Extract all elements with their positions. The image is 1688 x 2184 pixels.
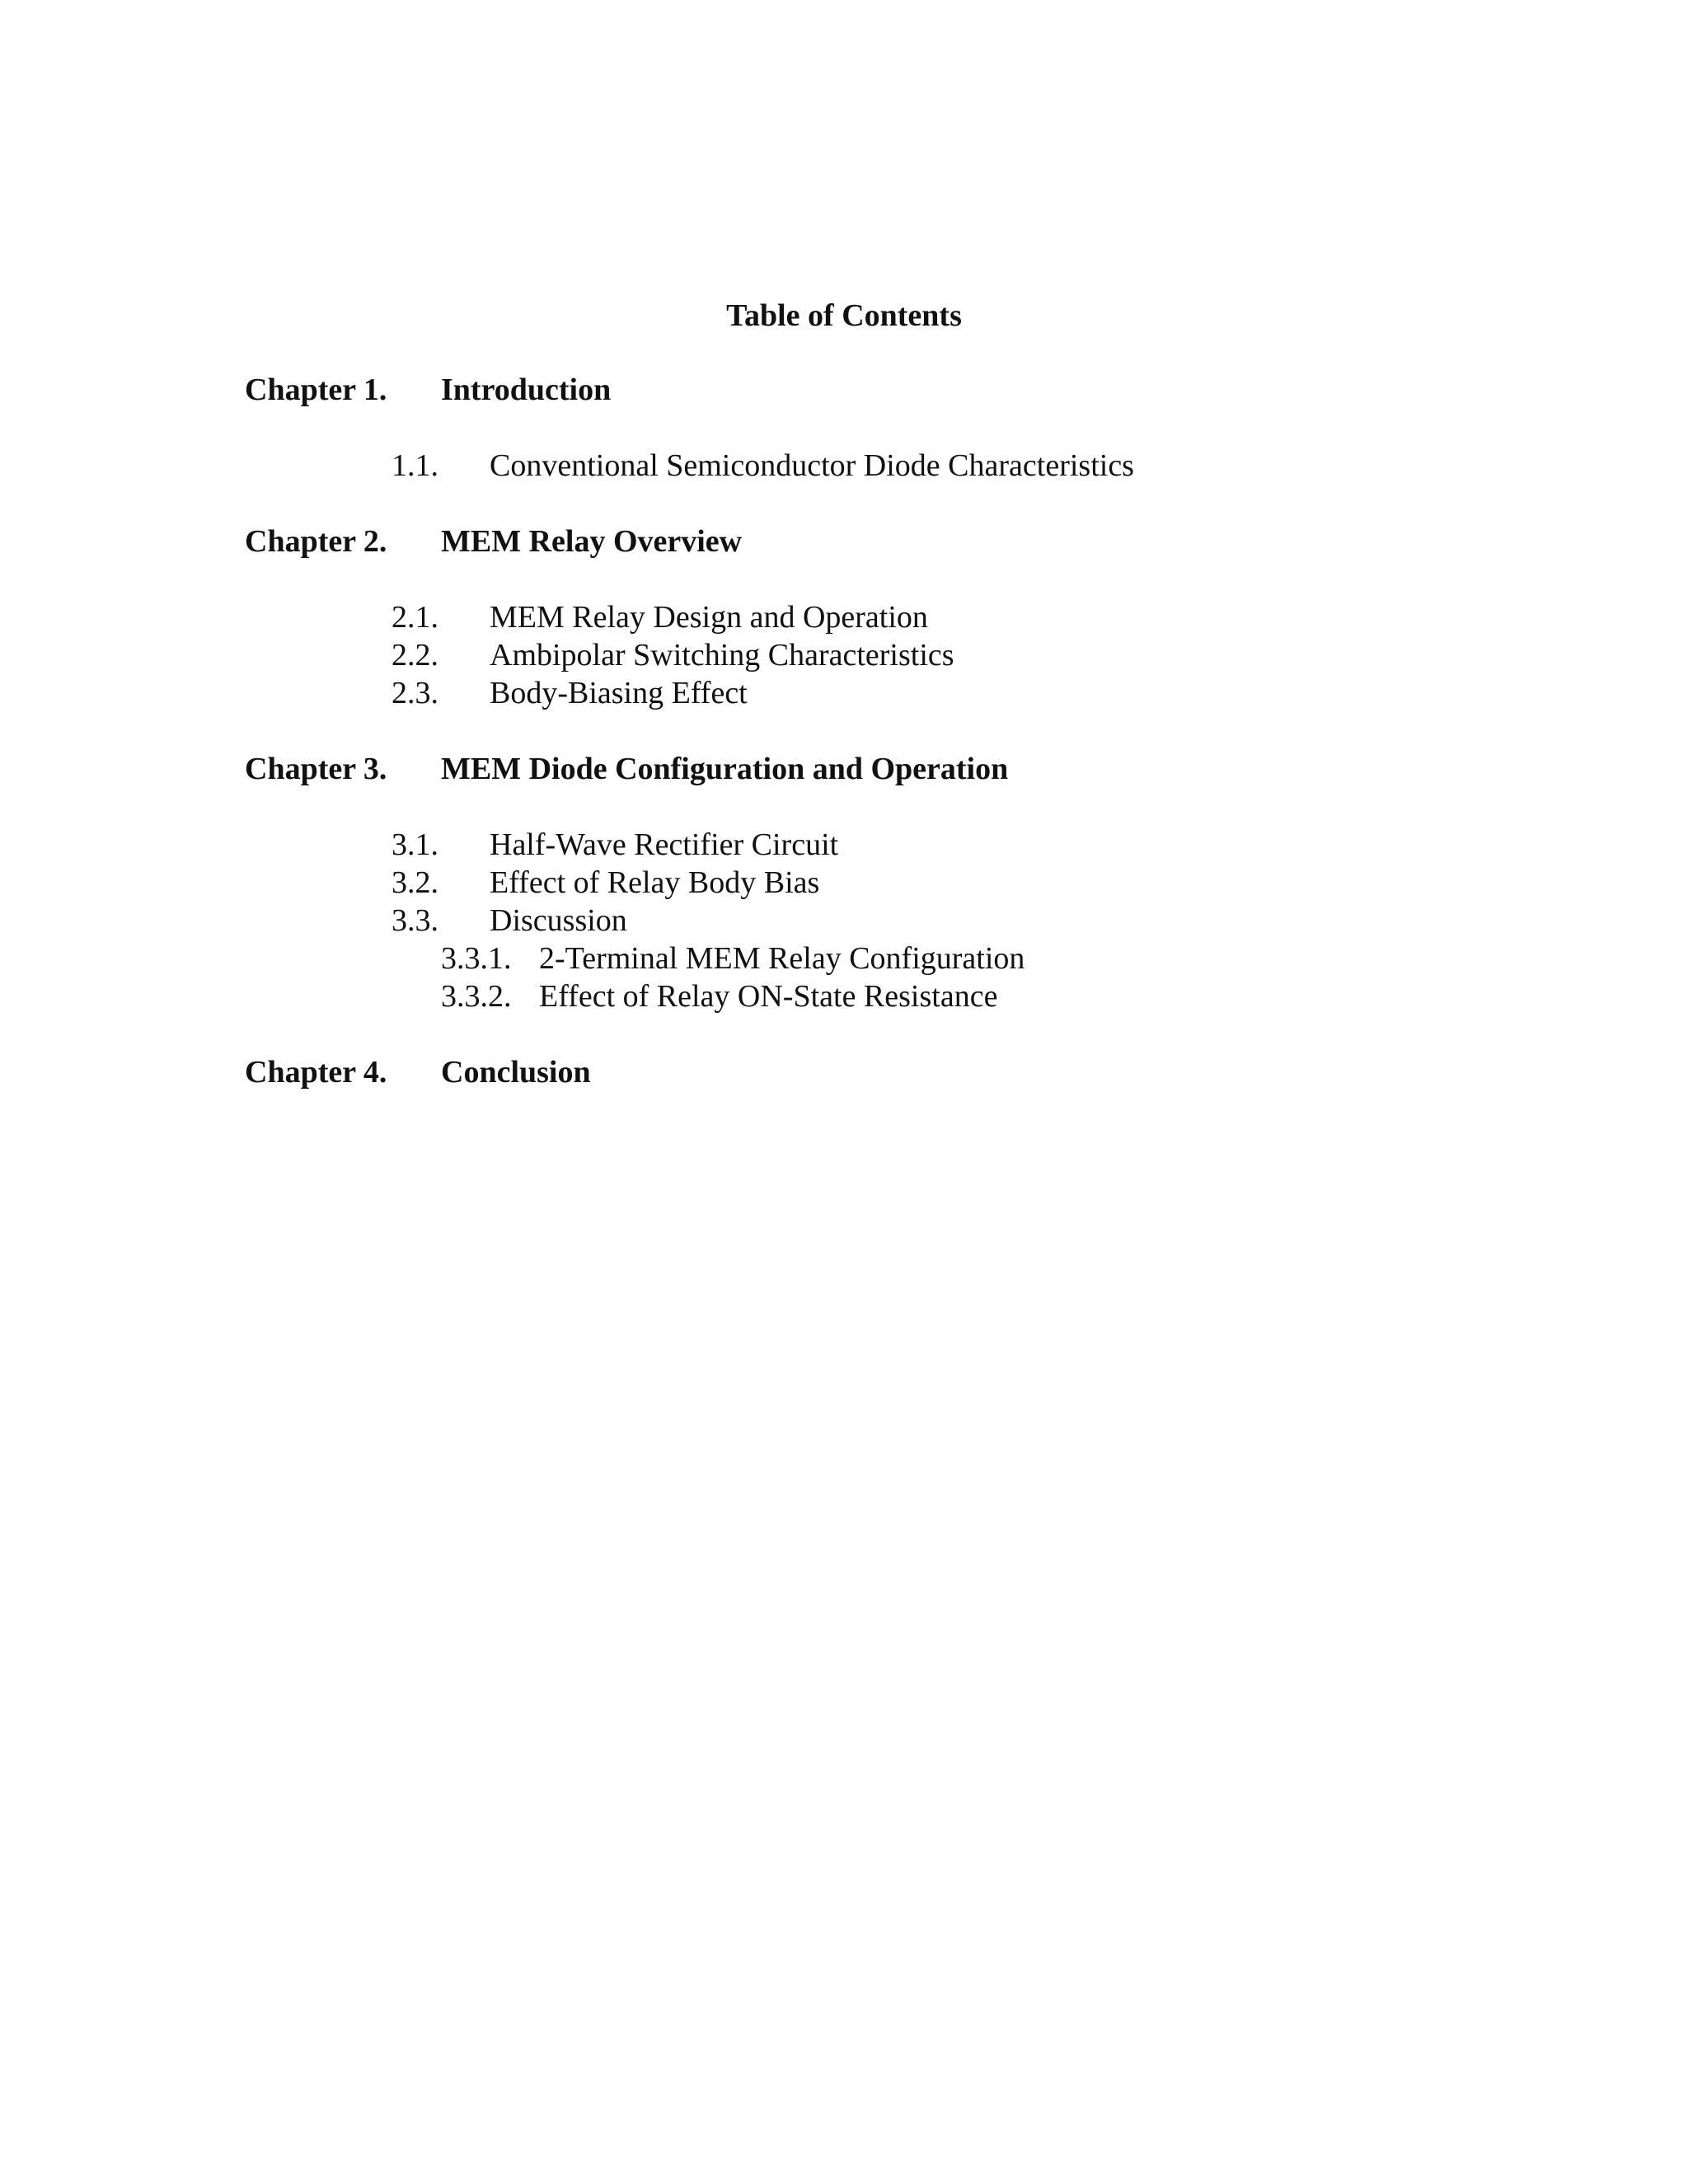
chapter-4-title: Conclusion	[441, 1055, 591, 1090]
section-2-1-title: MEM Relay Design and Operation	[490, 600, 928, 635]
chapter-3-title: MEM Diode Configuration and Operation	[441, 752, 1009, 786]
chapter-1-title: Introduction	[441, 373, 612, 407]
section-2-3-number: 2.3.	[392, 676, 438, 710]
chapter-2-title: MEM Relay Overview	[441, 524, 743, 559]
page-title: Table of Contents	[726, 298, 962, 333]
section-3-3-title: Discussion	[490, 903, 627, 938]
section-2-2-title: Ambipolar Switching Characteristics	[490, 638, 954, 673]
subsection-3-3-1-title: 2-Terminal MEM Relay Configuration	[539, 941, 1025, 976]
chapter-4-label: Chapter 4.	[245, 1055, 387, 1090]
section-1-1-title: Conventional Semiconductor Diode Characteristics	[490, 448, 1134, 483]
subsection-3-3-2-number: 3.3.2.	[441, 979, 512, 1014]
chapter-2-label: Chapter 2.	[245, 524, 387, 559]
section-2-3-title: Body-Biasing Effect	[490, 676, 748, 710]
section-3-1-title: Half-Wave Rectifier Circuit	[490, 827, 839, 862]
section-1-1-number: 1.1.	[392, 448, 438, 483]
section-2-1-number: 2.1.	[392, 600, 438, 635]
subsection-3-3-2-title: Effect of Relay ON-State Resistance	[539, 979, 998, 1014]
subsection-3-3-1-number: 3.3.1.	[441, 941, 512, 976]
section-3-2-number: 3.2.	[392, 865, 438, 900]
section-3-2-title: Effect of Relay Body Bias	[490, 865, 820, 900]
chapter-1-label: Chapter 1.	[245, 373, 387, 407]
section-2-2-number: 2.2.	[392, 638, 438, 673]
section-3-1-number: 3.1.	[392, 827, 438, 862]
chapter-3-label: Chapter 3.	[245, 752, 387, 786]
section-3-3-number: 3.3.	[392, 903, 438, 938]
